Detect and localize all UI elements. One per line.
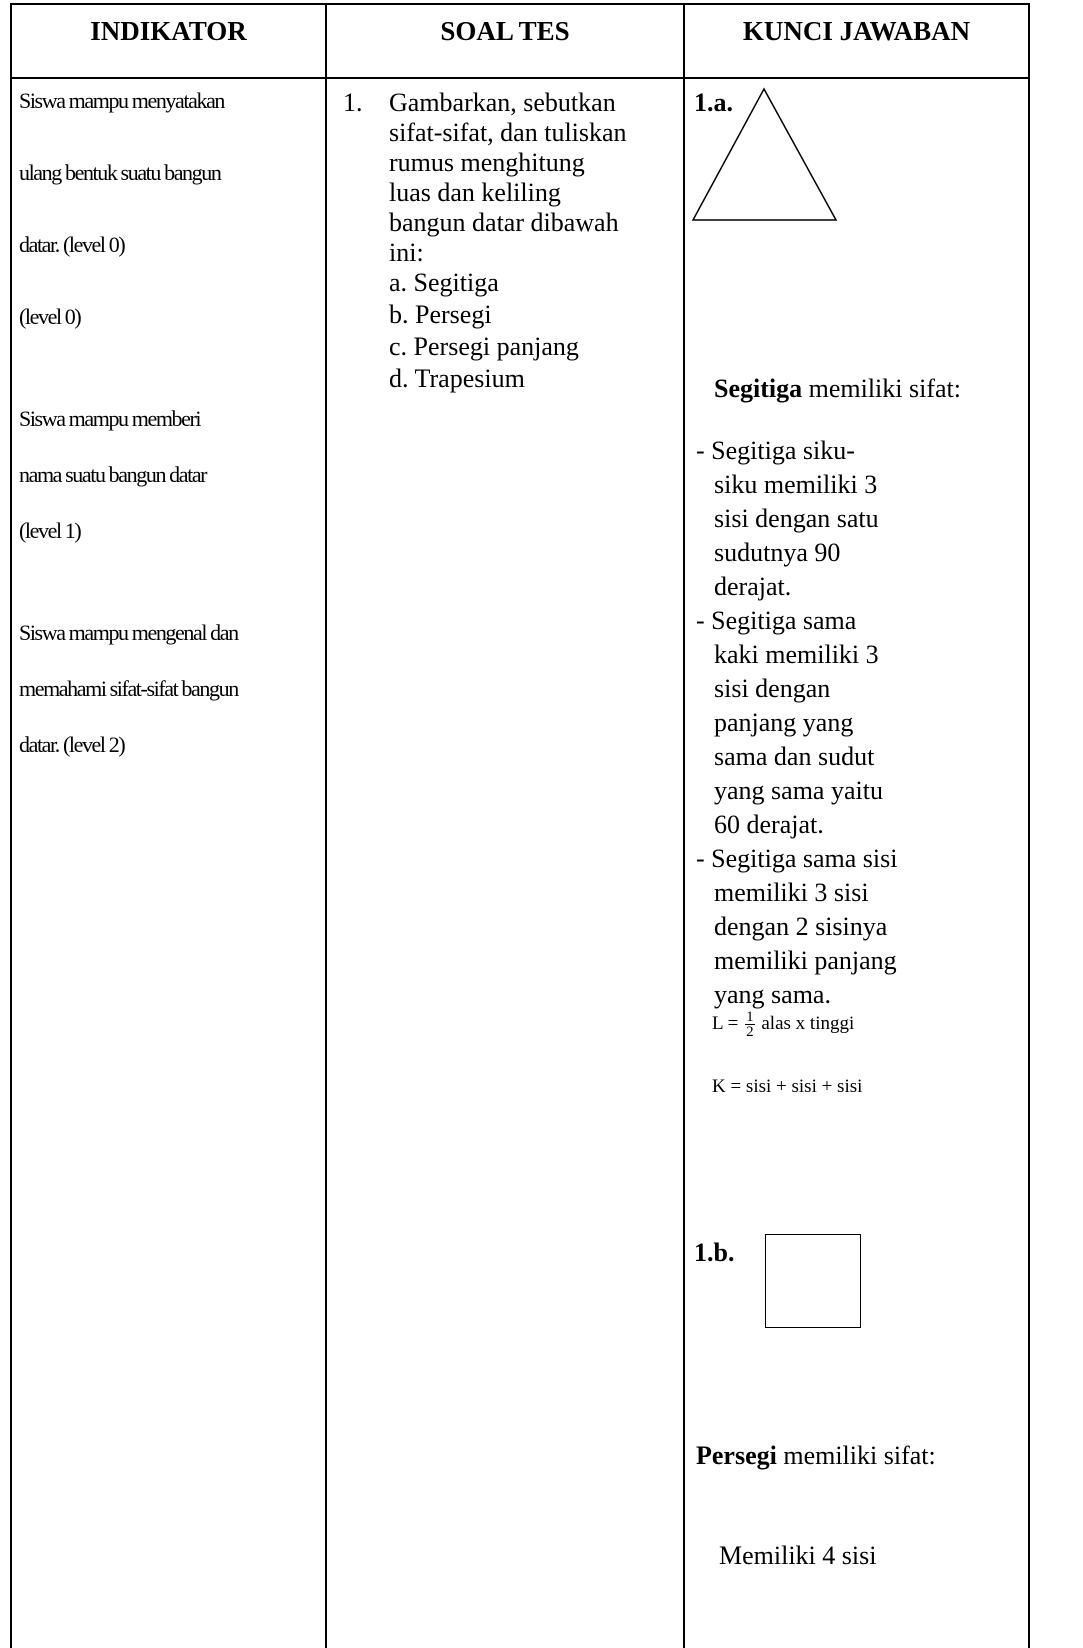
segitiga-property-line: derajat. [714, 572, 792, 601]
indikator-line: Siswa mampu memberi [19, 406, 201, 431]
segitiga-property-line: panjang yang [714, 708, 854, 737]
segitiga-property-line: dengan 2 sisinya [714, 912, 888, 941]
segitiga-property-line: sisi dengan satu [714, 504, 879, 533]
indikator-line: Siswa mampu mengenal dan [19, 620, 238, 645]
question-option: b. Persegi [389, 300, 492, 329]
segitiga-property-line: yang sama yaitu [714, 776, 883, 805]
persegi-property-line: Memiliki 4 sisi [719, 1541, 877, 1570]
question-prompt-line: ini: [389, 238, 424, 267]
formula-keliling-segitiga: K = sisi + sisi + sisi [712, 1076, 863, 1097]
table-col-divider-2 [683, 3, 685, 1648]
segitiga-property-line: yang sama. [714, 980, 831, 1009]
segitiga-property-line: sama dan sudut [714, 742, 875, 771]
segitiga-property-line: siku memiliki 3 [714, 470, 878, 499]
segitiga-property-line: 60 derajat. [714, 810, 824, 839]
formula-luas-prefix: L = [712, 1012, 744, 1034]
segitiga-bold-label: Segitiga [714, 374, 803, 403]
indikator-line: Siswa mampu menyatakan [19, 88, 225, 113]
persegi-properties-heading [696, 1441, 936, 1471]
fraction-numerator: 1 [746, 1009, 754, 1025]
indikator-line: datar. (level 0) [19, 232, 125, 257]
question-option: d. Trapesium [389, 364, 525, 393]
answer-label-1a: 1.a. [694, 88, 733, 117]
indikator-line: memahami sifat-sifat bangun [19, 676, 238, 701]
formula-luas-suffix: alas x tinggi [756, 1012, 855, 1034]
segitiga-properties-heading [714, 374, 961, 404]
question-prompt-line: Gambarkan, sebutkan [389, 88, 616, 117]
indikator-line: (level 0) [19, 304, 81, 329]
header-kunci-jawaban: KUNCI JAWABAN [742, 16, 971, 46]
segitiga-property-line: - Segitiga sama sisi [696, 844, 898, 873]
persegi-bold-label: Persegi [696, 1441, 777, 1470]
question-option: c. Persegi panjang [389, 332, 579, 361]
header-soal-tes: SOAL TES [440, 16, 570, 46]
question-prompt-line: sifat-sifat, dan tuliskan [389, 118, 627, 147]
segitiga-property-line: - Segitiga sama [696, 606, 857, 635]
segitiga-property-line: sisi dengan [714, 674, 831, 703]
question-option: a. Segitiga [389, 268, 499, 297]
triangle-shape [690, 86, 840, 224]
table-border-right [1028, 3, 1030, 1648]
question-prompt-line: luas dan keliling [389, 178, 561, 207]
indikator-line: (level 1) [19, 518, 81, 543]
fraction-one-half [745, 1010, 755, 1039]
formula-luas-segitiga [712, 1010, 854, 1039]
segitiga-property-line: sudutnya 90 [714, 538, 841, 567]
fraction-denominator: 2 [746, 1024, 754, 1040]
table-border-top [10, 3, 1030, 5]
table-col-divider-1 [325, 3, 327, 1648]
question-prompt-line: bangun datar dibawah [389, 208, 619, 237]
answer-label-1b: 1.b. [694, 1238, 735, 1267]
segitiga-property-line: - Segitiga siku- [696, 436, 855, 465]
segitiga-property-line: memiliki panjang [714, 946, 897, 975]
question-prompt-line: rumus menghitung [389, 148, 585, 177]
segitiga-property-line: memiliki 3 sisi [714, 878, 869, 907]
header-indikator: INDIKATOR [90, 16, 247, 46]
table-border-left [10, 3, 12, 1648]
indikator-line: ulang bentuk suatu bangun [19, 160, 221, 185]
indikator-line: nama suatu bangun datar [19, 462, 207, 487]
question-number: 1. [343, 88, 363, 117]
table-border-header-bottom [10, 77, 1030, 79]
segitiga-property-line: kaki memiliki 3 [714, 640, 879, 669]
square-shape [765, 1234, 861, 1328]
indikator-line: datar. (level 2) [19, 732, 125, 757]
segitiga-heading-rest: memiliki sifat: [802, 374, 961, 403]
persegi-heading-rest: memiliki sifat: [776, 1441, 936, 1470]
